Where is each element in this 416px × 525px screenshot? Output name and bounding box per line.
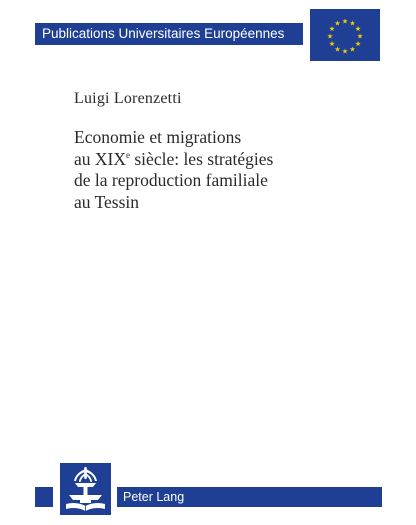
title-line-1: Economie et migrations [74, 127, 242, 147]
series-title: Publications Universitaires Européennes [42, 26, 285, 41]
svg-text:★: ★ [328, 25, 336, 33]
peter-lang-fountain-logo-icon [60, 463, 111, 515]
svg-text:★: ★ [349, 19, 356, 28]
title-line-4: au Tessin [74, 191, 140, 212]
svg-text:★: ★ [354, 40, 362, 48]
author-name: Luigi Lorenzetti [74, 90, 182, 107]
svg-text:★: ★ [356, 32, 364, 41]
svg-text:★: ★ [354, 25, 362, 33]
book-title [74, 127, 364, 213]
fountain-logo-graphic [60, 463, 111, 515]
publisher-bar [117, 487, 382, 507]
svg-text:★: ★ [328, 40, 336, 48]
title-superscript: e [126, 149, 130, 160]
svg-text:★: ★ [326, 32, 334, 41]
series-title-bar [35, 23, 303, 45]
svg-text:★: ★ [334, 45, 341, 54]
svg-text:★: ★ [349, 45, 356, 54]
title-line-2-suffix: siècle: les stratégies [130, 148, 274, 169]
eu-flag-icon [310, 9, 380, 61]
publisher-accent-square [35, 487, 53, 507]
publisher-name: Peter Lang [123, 490, 185, 504]
title-line-3: de la reproduction familiale [74, 170, 268, 190]
title-line-2-prefix: au XIX [74, 148, 126, 169]
svg-text:★: ★ [334, 19, 341, 28]
svg-text:★: ★ [341, 17, 349, 26]
title-line-2 [74, 149, 364, 171]
eu-stars-circle [310, 9, 380, 61]
svg-text:★: ★ [341, 47, 349, 56]
